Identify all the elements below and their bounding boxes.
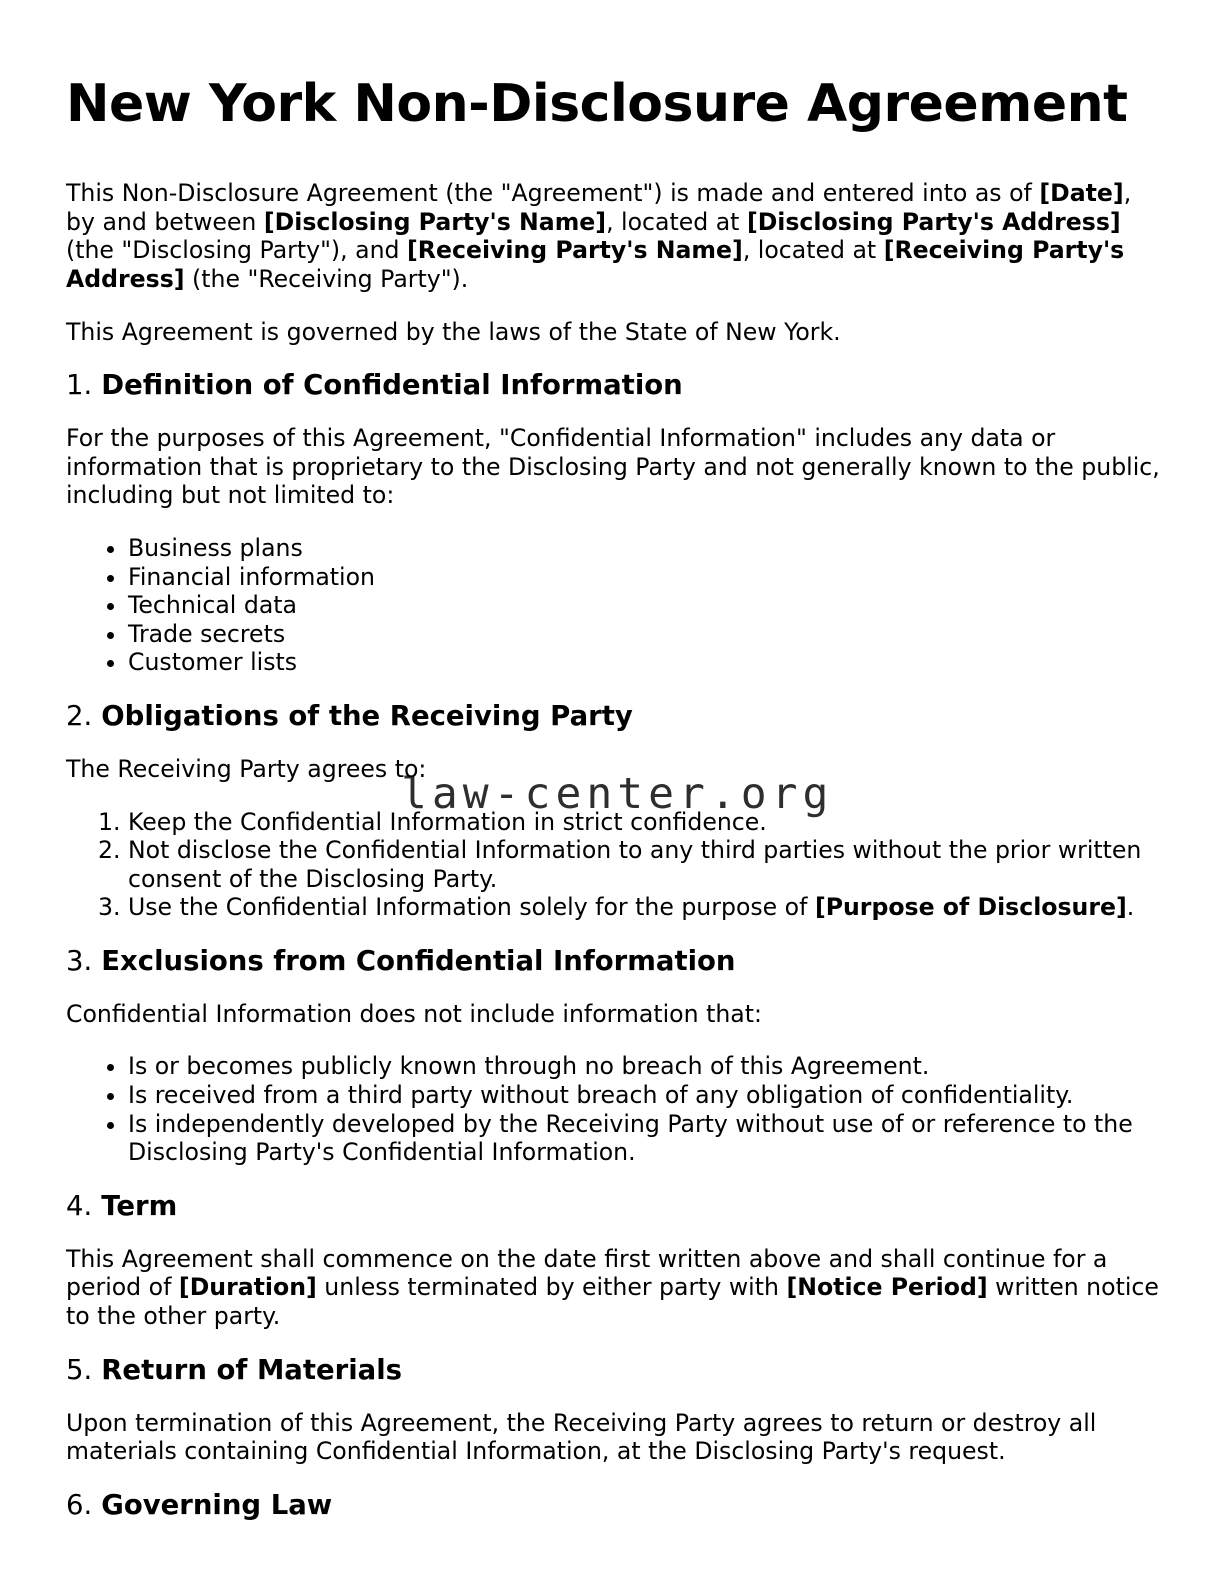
- placeholder-field: [Receiving Party's Name]: [407, 236, 743, 265]
- intro-paragraph: This Non-Disclosure Agreement (the "Agreement") is made and entered into as of [Date], by and between [Disclosing Party's Name], located at [Disclosing Party's Address] (the "Disclosing Party"), and [Receiving Party's Name], located at [Receiving Party's Address] (the "Receiving Party").: [66, 179, 1132, 293]
- list-item: • Is received from a third party without breach of any obligation of confidentiality.: [128, 1081, 1165, 1110]
- section-body-term: This Agreement shall commence on the date first written above and shall continue for a period of [Duration] unless terminated by either party with [Notice Period] written notice to the other party.: [66, 1244, 1159, 1331]
- list-item: • Financial information: [128, 563, 1165, 592]
- exclusions-bullet-list: [66, 1052, 1165, 1166]
- section-number: 2.: [66, 699, 93, 732]
- placeholder-field: [Disclosing Party's Address]: [746, 207, 1121, 236]
- placeholder-field: [Receiving Party's Address]: [66, 236, 1125, 293]
- placeholder-field: [Duration]: [178, 1273, 317, 1302]
- placeholder-field: [Notice Period]: [786, 1273, 988, 1302]
- list-item: • Customer lists: [128, 648, 1165, 677]
- governing-clause-paragraph: This Agreement is governed by the laws of the State of New York.: [66, 317, 841, 346]
- list-item: • Trade secrets: [128, 620, 1165, 649]
- section-heading-exclusions: [66, 946, 1165, 976]
- section-heading-obligations: [66, 701, 1165, 731]
- placeholder-field: [Date]: [1039, 179, 1124, 208]
- confidential-info-bullet-list: [66, 534, 1165, 677]
- obligations-numbered-list: [66, 808, 1165, 922]
- document-title: New York Non-Disclosure Agreement: [66, 74, 1128, 134]
- section-number: 3.: [66, 944, 93, 977]
- section-heading-term: [66, 1191, 1165, 1221]
- list-item: • Is or becomes publicly known through no breach of this Agreement.: [128, 1052, 1165, 1081]
- section-heading-text: Obligations of the Receiving Party: [101, 699, 633, 732]
- section-heading-governing-law: [66, 1490, 1165, 1520]
- section-heading-text: Governing Law: [101, 1488, 333, 1521]
- section-heading-return-of-materials: [66, 1355, 1165, 1385]
- section-number: 6.: [66, 1488, 93, 1521]
- section-number: 4.: [66, 1189, 93, 1222]
- list-item: • Technical data: [128, 591, 1165, 620]
- section-heading-text: Exclusions from Confidential Information: [101, 944, 736, 977]
- section-body-definition: For the purposes of this Agreement, "Confidential Information" includes any data or information that is proprietary to the Disclosing Party and not generally known to the public, including but not limited to:: [66, 424, 1160, 510]
- list-item: • Is independently developed by the Receiving Party without use of or reference to the Disclosing Party's Confidential Information.: [128, 1110, 1165, 1167]
- section-heading-text: Return of Materials: [101, 1353, 403, 1386]
- placeholder-field: [Disclosing Party's Name]: [263, 207, 607, 236]
- list-item: • Business plans: [128, 534, 1165, 563]
- watermark: law-center.org: [401, 769, 834, 819]
- section-heading-text: Term: [101, 1189, 178, 1222]
- list-item: 3. Use the Confidential Information solely for the purpose of [Purpose of Disclosure].: [128, 893, 1165, 922]
- section-heading-text: Definition of Confidential Information: [101, 369, 683, 402]
- section-body-obligations: The Receiving Party agrees to:: [66, 754, 427, 783]
- section-number: 1.: [66, 369, 93, 402]
- section-body-exclusions: Confidential Information does not include information that:: [66, 999, 762, 1028]
- section-body-return-of-materials: Upon termination of this Agreement, the Receiving Party agrees to return or destroy all materials containing Confidential Information, at the Disclosing Party's request.: [66, 1408, 1097, 1466]
- placeholder-field: [Purpose of Disclosure]: [814, 893, 1127, 922]
- section-number: 5.: [66, 1353, 93, 1386]
- list-item: 1. Keep the Confidential Information in strict confidence.: [128, 808, 1165, 837]
- list-item: 2. Not disclose the Confidential Information to any third parties without the prior written consent of the Disclosing Party.: [128, 836, 1165, 893]
- section-heading-definition: [66, 370, 1165, 400]
